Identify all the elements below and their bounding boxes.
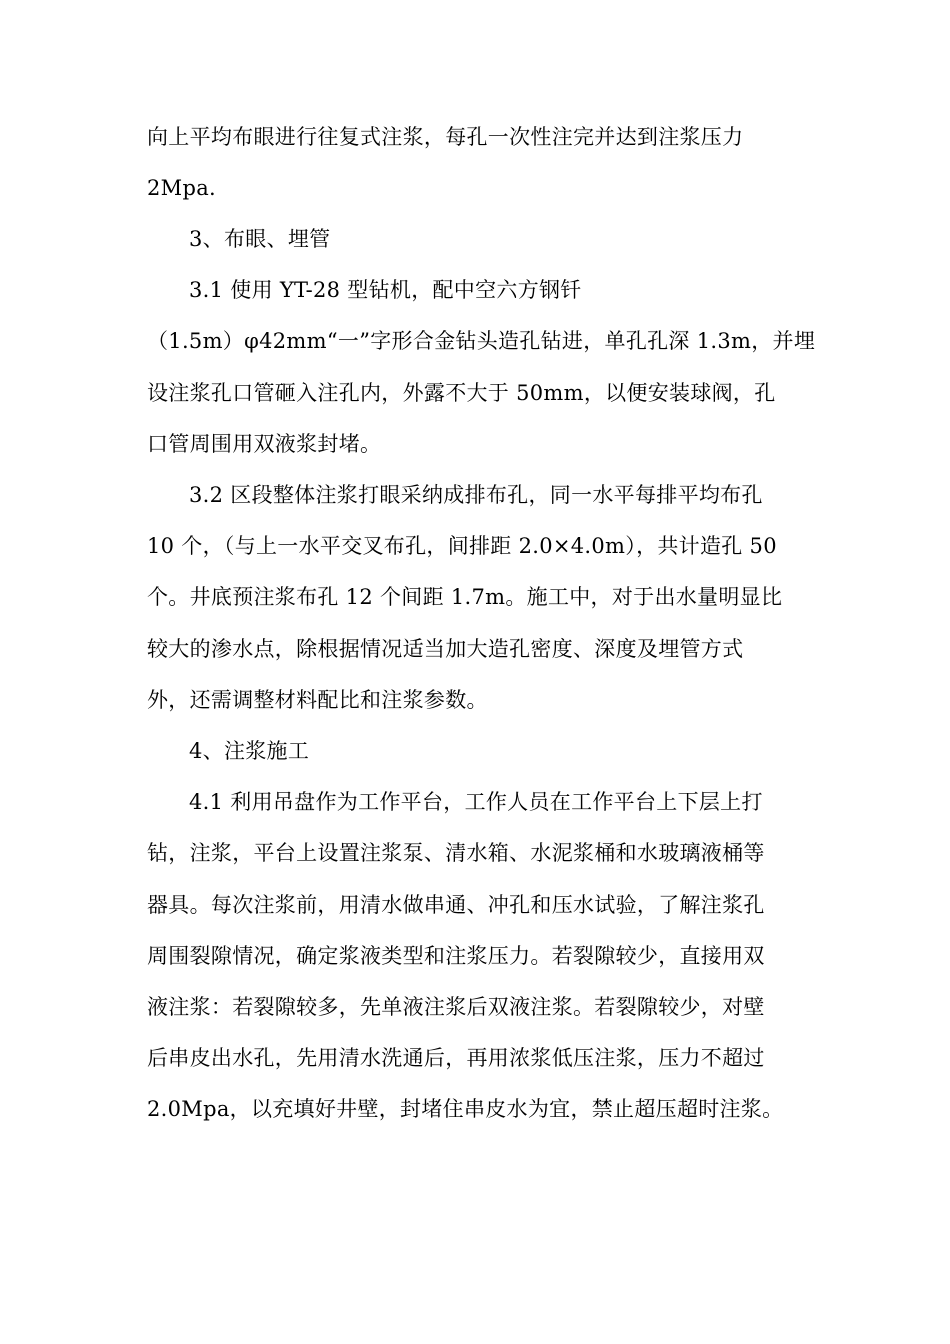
- text-line-8: 3.2 区段整体注浆打眼采纳成排布孔，同一水平每排平均布孔: [189, 483, 763, 507]
- text-line-10: 个。井底预注浆布孔 12 个间距 1.7m。施工中，对于出水量明显比: [147, 585, 783, 609]
- text-line-5: （1.5m）φ42mm“一”字形合金钻头造孔钻进，单孔孔深 1.3m，并埋: [147, 329, 816, 353]
- text-line-19: 后串皮出水孔，先用清水洗通后，再用浓浆低压注浆，压力不超过: [147, 1046, 765, 1070]
- text-line-9: 10 个，（与上一水平交叉布孔，间排距 2.0×4.0m），共计造孔 50: [147, 534, 777, 558]
- text-line-16: 器具。每次注浆前，用清水做串通、冲孔和压水试验，了解注浆孔: [147, 893, 765, 917]
- text-line-4: 3.1 使用 YT-28 型钻机，配中空六方钢钎: [189, 278, 582, 302]
- text-line-12: 外，还需调整材料配比和注浆参数。: [147, 688, 488, 712]
- text-line-6: 设注浆孔口管砸入注孔内，外露不大于 50mm，以便安装球阀，孔: [147, 381, 776, 405]
- text-line-15: 钻，注浆，平台上设置注浆泵、清水箱、水泥浆桶和水玻璃液桶等: [147, 841, 765, 865]
- text-line-17: 周围裂隙情况，确定浆液类型和注浆压力。若裂隙较少，直接用双: [147, 944, 765, 968]
- text-line-20: 2.0Mpa，以充填好井壁，封堵住串皮水为宜，禁止超压超时注浆。: [147, 1097, 784, 1121]
- section-heading-3: 3、布眼、埋管: [189, 227, 331, 251]
- text-line-11: 较大的渗水点，除根据情况适当加大造孔密度、深度及埋管方式: [147, 637, 744, 661]
- text-line-7: 口管周围用双液浆封堵。: [147, 432, 382, 456]
- text-line-1: 向上平均布眼进行往复式注浆，每孔一次性注完并达到注浆压力: [147, 125, 744, 149]
- text-line-18: 液注浆：若裂隙较多，先单液注浆后双液注浆。若裂隙较少，对壁: [147, 995, 765, 1019]
- text-line-2: 2Mpa.: [147, 176, 217, 200]
- section-heading-4: 4、注浆施工: [189, 739, 310, 763]
- text-line-14: 4.1 利用吊盘作为工作平台，工作人员在工作平台上下层上打: [189, 790, 763, 814]
